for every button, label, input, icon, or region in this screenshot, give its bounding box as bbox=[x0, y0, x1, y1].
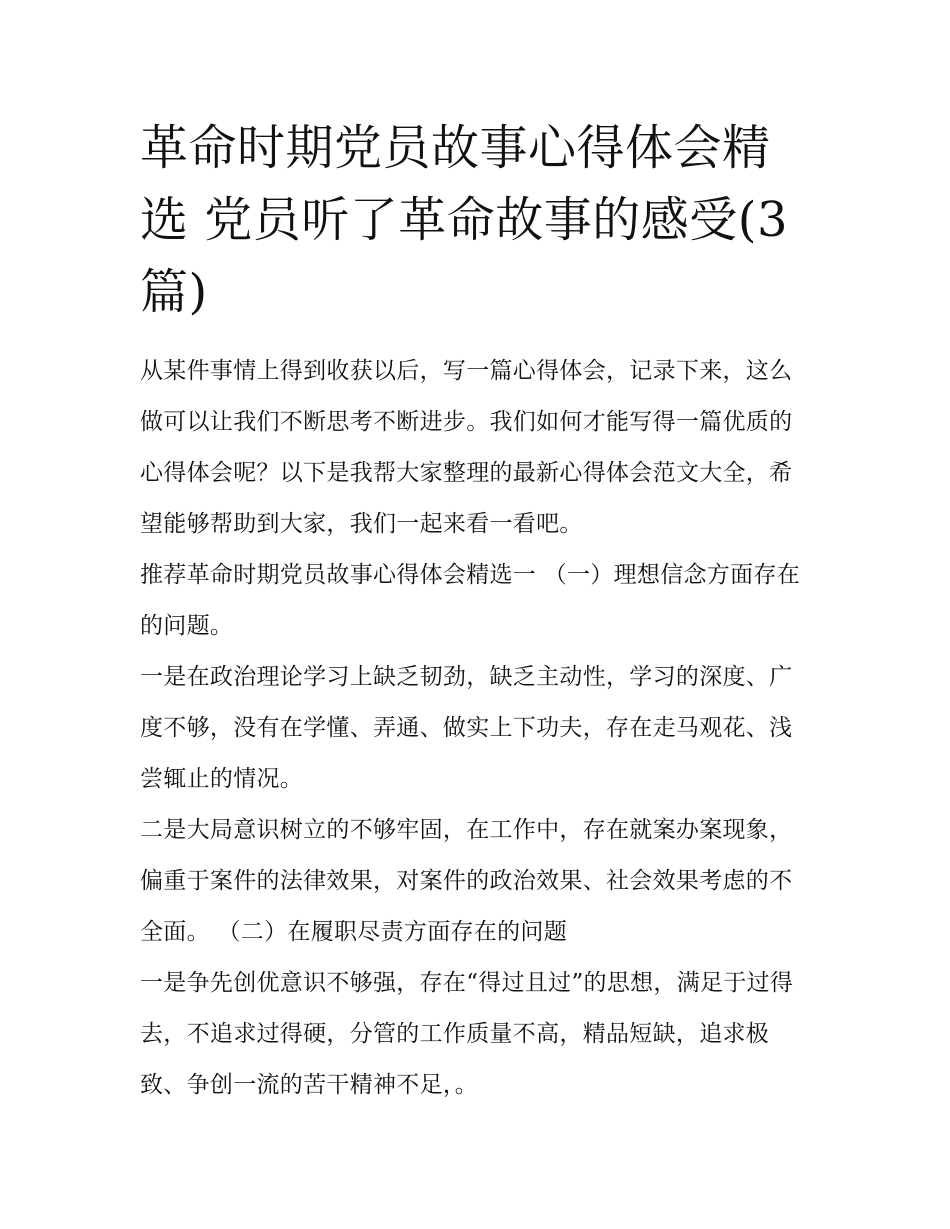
paragraph-intro: 从某件事情上得到收获以后，写一篇心得体会，记录下来，这么做可以让我们不断思考不断进步。我们如何才能写得一篇优质的心得体会呢？以下是我帮大家整理的最新心得体会范文大全，希望能够帮助到大家，我们一起来看一看吧。 bbox=[140, 358, 793, 537]
paragraph-point-three: 一是争先创优意识不够强，存在“得过且过”的思想，满足于过得去，不追求过得硬，分管的工作质量不高，精品短缺，追求极致、争创一流的苦干精神不足，。 bbox=[140, 970, 794, 1098]
paragraph-point-two: 二是大局意识树立的不够牢固，在工作中，存在就案办案现象，偏重于案件的法律效果，对案件的政治效果、社会效果考虑的不全面。 （二）在履职尽责方面存在的问题 bbox=[140, 817, 793, 945]
document-page bbox=[140, 112, 815, 1111]
paragraph-section-one: 推荐革命时期党员故事心得体会精选一 （一）理想信念方面存在的问题。 bbox=[140, 562, 801, 639]
document-title: 革命时期党员故事心得体会精选 党员听了革命故事的感受(3篇) bbox=[140, 120, 789, 320]
paragraph-point-one: 一是在政治理论学习上缺乏韧劲，缺乏主动性，学习的深度、广度不够，没有在学懂、弄通、做实上下功夫，存在走马观花、浅尝辄止的情况。 bbox=[140, 664, 793, 792]
